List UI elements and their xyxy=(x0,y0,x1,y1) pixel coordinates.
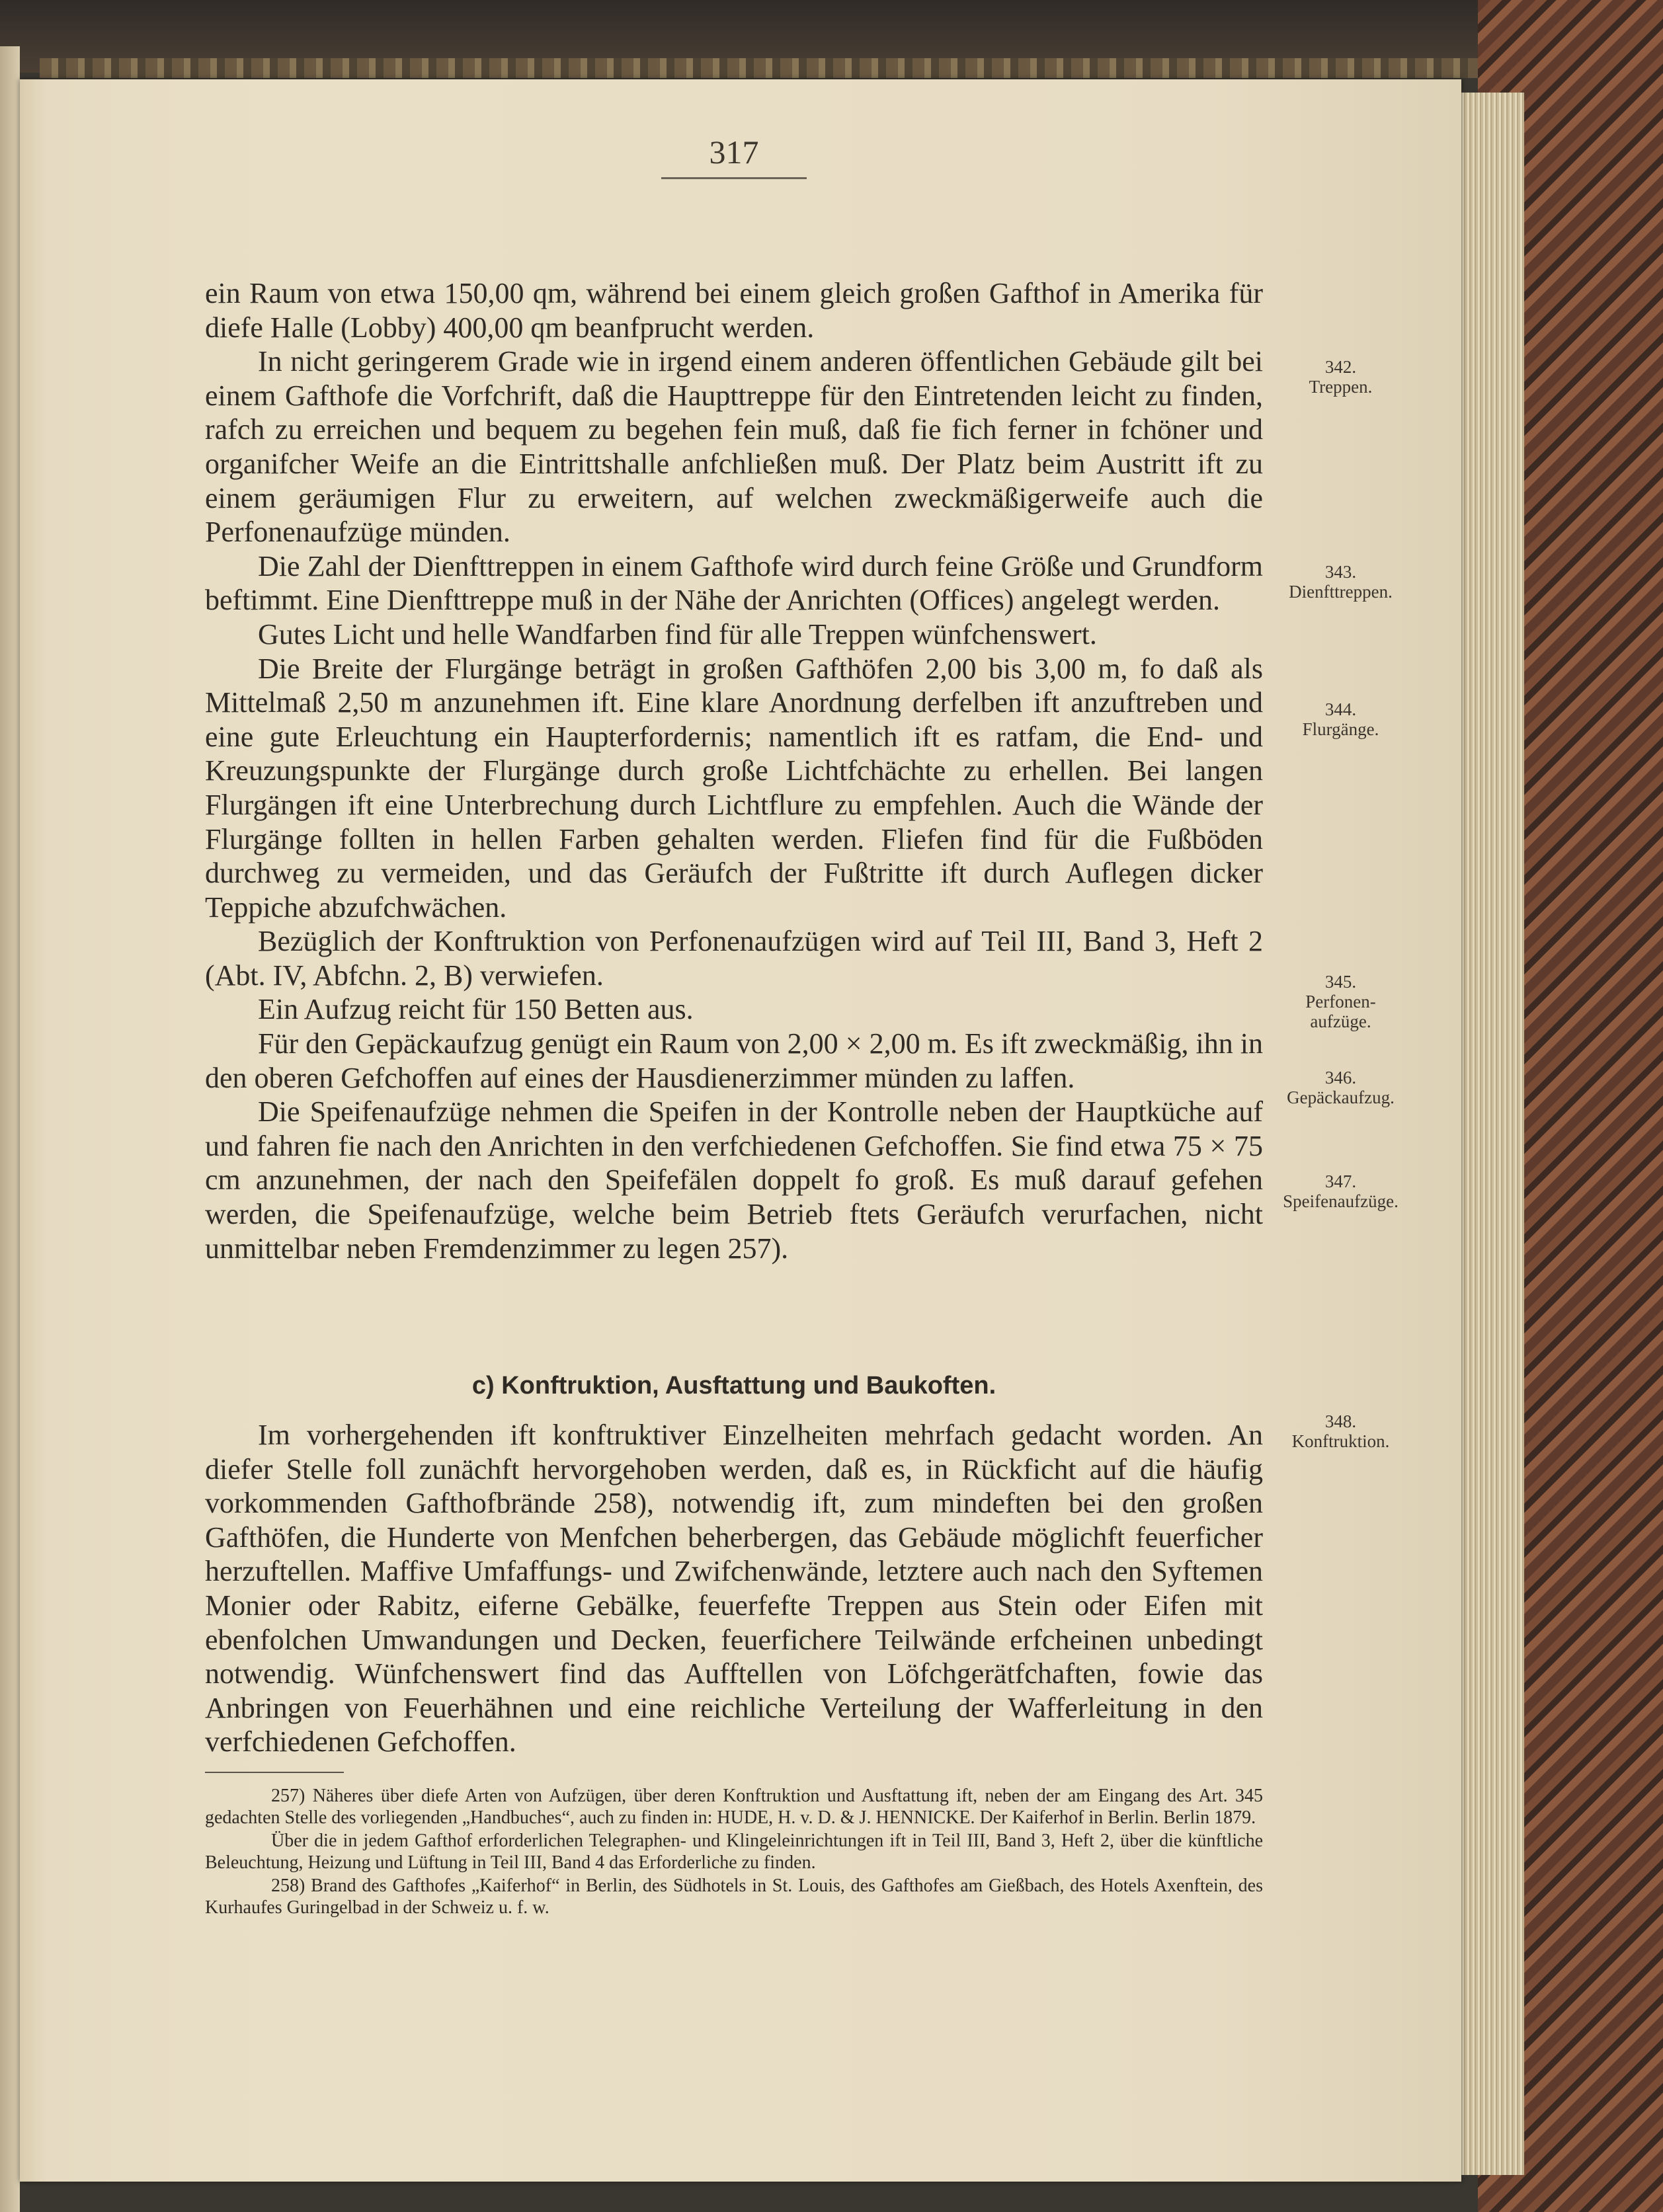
main-text xyxy=(205,276,1263,1265)
margin-note-344: 344. Flurgänge. xyxy=(1302,699,1379,739)
margin-note-343: 343. Dienfttreppen. xyxy=(1289,562,1393,602)
paragraph: Gutes Licht und helle Wandfarben find für alle Treppen wünfchenswert. xyxy=(258,617,1097,651)
paragraph: Die Speifenaufzüge nehmen die Speifen in der Kontrolle neben der Hauptküche auf und fahren fie nach den Anrichten in den verfchiedenen Gefchoffen. Sie find etwa 75 × 75 cm anzunehmen, der nach den Speifefälen doppelt fo groß. Es muß darauf gefehen werden, die Speifenaufzüge, welche beim Betrieb ftets Geräufch verurfachen, nicht unmittelbar neben Fremdenzimmer zu legen 257). xyxy=(205,1095,1263,1265)
paragraph: Im vorhergehenden ift konftruktiver Einzelheiten mehrfach gedacht worden. An diefer Stelle foll zunächft hervorgehoben werden, daß es, in Rückficht auf die häufig vorkommenden Gafthofbrände 258), notwendig ift, zum mindeften bei den großen Gafthöfen, die Hunderte von Menfchen beherbergen, das Gebäude möglichft feuerficher herzuftellen. Maffive Umfaffungs- und Zwifchenwände, letztere auch nach den Syftemen Monier oder Rabitz, eiferne Gebälke, feuerfefte Treppen aus Stein oder Eifen mit ebenfolchen Umwandungen und Decken, feuerfichere Teilwände erfcheinen unbedingt notwendig. Wünfchenswert find das Aufftellen von Löfchgerätfchaften, fowie das Anbringen von Feuerhähnen und eine reichliche Verteilung der Wafferleitung in den verfchiedenen Gefchoffen. xyxy=(205,1419,1263,1758)
section-heading: c) Konftruktion, Ausftattung und Baukoften. xyxy=(471,1372,996,1400)
paragraph: ein Raum von etwa 150,00 qm, während bei einem gleich großen Gafthof in Amerika für diefe Halle (Lobby) 400,00 qm beanfprucht werden. xyxy=(205,277,1263,344)
margin-note-342: 342. Treppen. xyxy=(1309,357,1373,397)
footnote-258: 258) Brand des Gafthofes „Kaiferhof“ in Berlin, des Südhotels in St. Louis, des Gafthofes am Gießbach, des Hotels Axenftein, des Kurhaufes Guringelbad in der Schweiz u. f. w. xyxy=(205,1876,1263,1918)
left-page-edge xyxy=(0,46,20,2212)
footnote-257-continued: Über die in jedem Gafthof erforderlichen Telegraphen- und Klingeleinrichtungen ift in Teil III, Band 3, Heft 2, über die künftliche Beleuchtung, Heizung und Lüftung in Teil III, Band 4 das Erforderliche zu finden. xyxy=(205,1831,1263,1873)
footnotes xyxy=(205,1785,1263,1920)
footnote-257: 257) Näheres über diefe Arten von Aufzügen, über deren Konftruktion und Ausftattung ift, neben der am Eingang des Art. 345 gedachten Stelle des vorliegenden „Handbuches“, auch zu finden in: HUDE, H. v. D. & J. HENNICKE. Der Kaiferhof in Berlin. Berlin 1879. xyxy=(205,1786,1263,1828)
page-number: 317 xyxy=(709,134,759,171)
paragraph: Ein Aufzug reicht für 150 Betten aus. xyxy=(258,993,694,1026)
paragraph: Bezüglich der Konftruktion von Perfonenaufzügen wird auf Teil III, Band 3, Heft 2 (Abt. IV, Abfchn. 2, B) verwiefen. xyxy=(205,925,1263,992)
margin-note-347: 347. Speifenaufzüge. xyxy=(1283,1171,1399,1211)
paragraph: Die Zahl der Dienfttreppen in einem Gafthofe wird durch feine Größe und Grundform beftimmt. Eine Dienfttreppe muß in der Nähe der Anrichten (Offices) angelegt werden. xyxy=(205,549,1263,617)
margin-note-346: 346. Gepäckaufzug. xyxy=(1287,1068,1395,1107)
page-number-rule xyxy=(661,177,807,179)
paragraph: Die Breite der Flurgänge beträgt in großen Gafthöfen 2,00 bis 3,00 m, fo daß als Mittelmaß 2,50 m anzunehmen ift. Eine klare Anordnung derfelben ift anzuftreben und eine gute Erleuchtung ein Haupterfordernis; namentlich ift es ratfam, die End- und Kreuzungspunkte der Flurgänge durch große Lichtfchächte zu erhellen. Bei langen Flurgängen ift eine Unterbrechung durch Lichtflure zu empfehlen. Auch die Wände der Flurgänge follten in hellen Farben gehalten werden. Fliefen find für die Fußböden durchweg zu vermeiden, und das Geräufch der Fußtritte ift durch Auflegen dicker Teppiche abzufchwächen. xyxy=(205,652,1263,924)
paragraph: Für den Gepäckaufzug genügt ein Raum von 2,00 × 2,00 m. Es ift zweckmäßig, ihn in den oberen Gefchoffen auf eines der Hausdienerzimmer münden zu laffen. xyxy=(205,1027,1263,1094)
margin-note-348: 348. Konftruktion. xyxy=(1291,1411,1390,1451)
marbled-cover-top xyxy=(40,58,1521,78)
footnote-rule xyxy=(205,1772,344,1773)
margin-note-345: 345. Perfonen- aufzüge. xyxy=(1305,972,1376,1031)
page-edges xyxy=(1455,93,1524,2175)
main-text-after-heading xyxy=(205,1418,1263,1759)
paragraph: In nicht geringerem Grade wie in irgend einem anderen öffentlichen Gebäude gilt bei einem Gafthofe die Vorfchrift, daß die Haupttreppe für den Eintretenden leicht zu finden, rafch zu erreichen und bequem zu begehen fein muß, daß fie fich ferner in fchöner und organifcher Weife an die Eintrittshalle anfchließen muß. Der Platz beim Austritt ift zu einem geräumigen Flur zu erweitern, auf welchen zweckmäßigerweife auch die Perfonenaufzüge münden. xyxy=(205,345,1263,549)
